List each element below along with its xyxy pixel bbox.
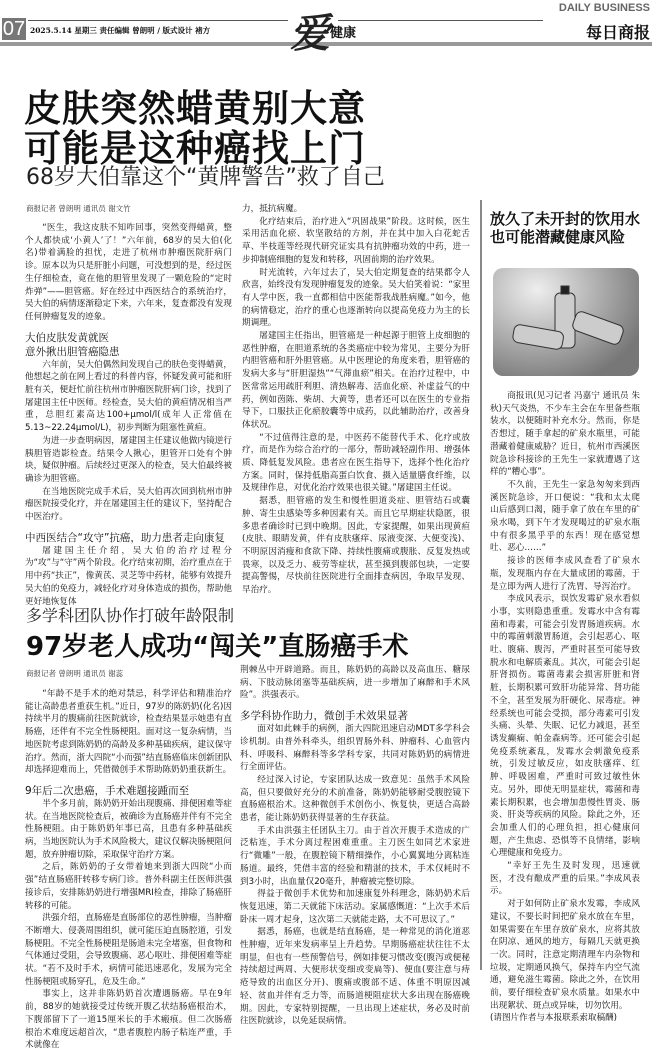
- paragraph: 化疗结束后，治疗进入“巩固战果”阶段。这时候，医生采用活血化瘀、软坚散结的方剂，并在其中加入白花蛇舌草、半枝莲等经现代研究证实具有抗肿瘤功效的中药，进一步抑制癌细胞的复发和转移，巩固前期的治疗效果。: [242, 216, 470, 265]
- paragraph: 洪强介绍，直肠癌是直肠部位的恶性肿瘤，当肿瘤不断增大、侵袭周围组织，就可能压迫直肠腔道，引发肠梗阻。不完全性肠梗阻是肠道未完全堵塞，但食物和气体通过受阻，会导致腹痛、恶心呕吐、排便困难等症状。“若不及时手术，病情可能迅速恶化，发展为完全性肠梗阻或肠穿孔，危及生命。”: [25, 913, 232, 987]
- issue-meta: 2025.5.14 星期三 责任编辑 曾朗明 / 版式设计 褚方: [30, 26, 211, 35]
- water-bottle-icon: [493, 268, 639, 376]
- paragraph: 接诊的医师李成风查看了矿泉水瓶，发现瓶内存在大量成团的霉菌，于是立即为两人进行了洗胃、导泻治疗。: [490, 556, 640, 592]
- paragraph: 商报讯(见习记者 冯嘉宁 通讯员 朱秋)天气炎热，不少车主会在车里备些瓶装水，以便随时补充水分。然而，你是否想过，随手拿起的矿泉水瓶里，可能潜藏着健康威胁？近日，杭州市西溪医院急诊科接诊的王先生一家就遭遇了这样的“糟心事”。: [490, 391, 640, 478]
- paper-name-en: DAILY BUSINESS: [558, 2, 650, 14]
- paragraph: 据悉，胆管癌的发生和慢性胆道炎症、胆管结石或囊肿、寄生虫感染等多种因素有关。而且它早期症状隐匿，很多患者确诊时已到中晚期。因此，专家提醒，如果出现黄疸(皮肤、眼睛发黄，伴有皮肤瘙痒、尿液变深、大便变浅)、不明原因消瘦和食欲下降、持续性腹痛或腹胀、反复发热或畏寒，以及乏力、疲劳等症状，甚至摸到腹部包块，一定要提高警惕，尽快前往医院进行全面排查病因，争取早发现、早治疗。: [242, 496, 470, 596]
- subheading: 大伯皮肤发黄就医: [25, 331, 109, 344]
- headline-line1: 皮肤突然蜡黄别大意: [24, 87, 366, 130]
- paragraph: 不久前，王先生一家急匆匆来到西溪医院急诊，开口便说：“我和太太爬山后感到口渴，随手拿了放在车里的矿泉水喝，到下午才发现喝过的矿泉水瓶中有很多黑乎乎的东西！现在感觉想吐、恶心……”: [490, 479, 640, 554]
- paragraph: 据悉，肠癌，也就是结直肠癌，是一种常见的消化道恶性肿瘤，近年来发病率呈上升趋势。早期肠癌症状往往不太明显，但也有一些预警信号，例如排便习惯改变(腹泻或便秘持续超过两周、大便形状变细或变扁等)、便血(要注意与痔疮导致的出血区分开)、腹痛或腹部不适、体重不明原因减轻、贫血并伴有乏力等，而肠道梗阻症状大多出现在肠癌晚期。因此，专家特别提醒，一旦出现上述症状，务必及时前往医院就诊，以免延误病情。: [240, 927, 470, 1027]
- paragraph: 半个多月前，陈奶奶开始出现腹痛、排便困难等症状。在当地医院检查后，被确诊为直肠癌并伴有不完全性肠梗阻。由于陈奶奶年事已高，且患有多种基础疾病，当地医院认为手术风险极大，建议仅解决肠梗阻问题，放弃肿瘤切除，采取保守治疗方案。: [25, 798, 232, 860]
- sidebar-headline: [490, 210, 640, 246]
- paragraph: 对于如何防止矿泉水发霉，李成风建议，不要长时间把矿泉水放在车里，如果需要在车里存放矿泉水，应将其放在阴凉、通风的地方，每隔几天就更换一次。同时，注意定期清理车内杂物和垃圾，定期通风换气，保持车内空气流通，避免滋生霉菌。除此之外，在饮用前，要仔细检查矿泉水质量。如果水中出现絮状、斑点或异味，切勿饮用。: [490, 899, 640, 1011]
- subheading: 中西医结合“攻守”抗癌，助力患者走向康复: [25, 531, 225, 544]
- page-number: 07: [2, 18, 26, 40]
- paragraph: 面对如此棘手的病例，浙大四院迅速启动MDT多学科会诊机制。由普外科牵头，组织胃肠外科、肿瘤科、心血管内科、呼吸科、麻醉科等多学科专家，共同对陈奶奶的病情进行全面评估。: [240, 724, 470, 773]
- article2-column1: [25, 688, 232, 1052]
- paragraph: “医生，我这皮肤不知咋回事，突然变得蜡黄，整个人都快成‘小黄人’了！”六年前，68岁的吴大伯(化名)带着满脸的担忧，走进了杭州市肿瘤医院肝病门诊。原本以为只是肝脏小问题，可没想到的是，经过医生仔细检查，竟在他的胆管里发现了一颗危险的“定时炸弹”——胆管癌。好在经过中西医结合的系统治疗，吴大伯的病情逐渐稳定下来，六年来，复查都没有发现任何肿瘤复发的迹象。: [25, 223, 232, 322]
- subheading: 9年后二次患癌，手术难题接踵而至: [25, 784, 190, 797]
- article2-column2: [240, 664, 470, 1028]
- column-divider: [480, 200, 482, 970]
- sidebar-headline-line1: 放久了未开封的饮用水: [490, 210, 641, 228]
- paragraph: 在当地医院完成手术后，吴大伯再次回到杭州市肿瘤医院接受化疗，并在屠建国主任的建议下，坚持配合中医治疗。: [25, 486, 232, 523]
- paragraph: 经过深入讨论，专家团队达成一致意见：虽然手术风险高，但只要做好充分的术前准备，陈奶奶能够耐受腹腔镜下直肠癌根治术。这种微创手术创伤小、恢复快，更适合高龄患者，能让陈奶奶获得显著的生存获益。: [240, 774, 470, 824]
- paragraph: 屠建国主任指出，胆管癌是一种起源于胆管上皮细胞的恶性肿瘤，在胆道系统的各类癌症中较为常见，主要分为肝内胆管癌和肝外胆管癌。从中医理论的角度来看，胆管癌的发病大多与“肝胆湿热”“气滞血瘀”相关。在治疗过程中，中医常常运用疏肝利胆、清热解毒、活血化瘀、补虚益气的中药，例如茵陈、柴胡、大黄等，患者还可以在医生的专业指导下，口服扶正化瘀胶囊等中成药，以此辅助治疗，改善身体状况。: [242, 331, 470, 430]
- header-rule: [338, 20, 543, 21]
- paragraph: (请图片作者与本报联系索取稿酬): [490, 1013, 618, 1024]
- paragraph: 为进一步查明病因，屠建国主任建议他做内镜逆行胰胆管造影检查。结果令人揪心，胆管开口处有个肿块，疑似肿瘤。后续经过更深入的检查，吴大伯最终被确诊为胆管癌。: [25, 435, 232, 484]
- article2-subtitle: 多学科团队协作打破年龄限制: [26, 606, 235, 625]
- paragraph: 之后，陈奶奶的子女带着她来到浙大四院“小而强”结直肠癌肝转移专病门诊。普外科副主任医师洪强接诊后，安排陈奶奶进行增强MRI检查，排除了肠癌肝转移的可能。: [25, 862, 232, 911]
- paragraph: “不过值得注意的是，中医药不能替代手术、化疗或放疗，而是作为综合治疗的一部分，帮助减轻副作用、增强体质、降低复发风险。患者应在医生指导下，选择个性化治疗方案。同时，保持低脂高蛋白饮食、摄入适量膳食纤维，以及规律作息，对优化治疗效果也很关键。”屠建国主任说。: [242, 432, 470, 494]
- article1-column2: [242, 203, 470, 597]
- paragraph: 六年前，吴大伯偶然间发现自己的肤色变得蜡黄，他想起之前在网上看过的科普内容，怀疑发黄可能和肝脏有关，便赶忙前往杭州市肿瘤医院肝病门诊，找到了屠建国主任中医师。经检查，吴大伯的黄疸情况相当严重，总胆红素高达100+μmol/l(成年人正常值在5.13~22.24μmol/L)，初步判断为阻塞性黄疸。: [25, 359, 232, 434]
- sidebar-body: [490, 390, 640, 1025]
- paragraph: 手术由洪强主任团队主刀。由于首次开腹手术造成的广泛粘连，手术分离过程困难重重。主刀医生如同艺术家进行“微雕”一般，在腹腔镜下精细操作，小心翼翼地分离粘连肠道。最终，凭借丰富的经验和精湛的技术，手术仅耗时不到3小时，出血量仅20毫升，肿瘤被完整切除。: [240, 825, 470, 887]
- byline: 商报记者 曾朗明 通讯员 谢蕊: [26, 669, 124, 678]
- section-name: 健康: [330, 26, 357, 41]
- paper-name-cn: 每日商报: [585, 23, 650, 42]
- paragraph: 李成风表示，误饮发霉矿泉水看似小事，实则隐患重重。发霉水中含有霉菌和毒素，可能会引发胃肠道疾病。水中的霉菌刺激胃肠道，会引起恶心、呕吐、腹痛、腹泻，严重时甚至可能导致脱水和电解质紊乱。其次，可能会引起肝肾损伤。霉菌毒素会损害肝脏和肾脏，长期积累可致肝功能异常、肾功能不全，甚至发展为肝硬化、尿毒症。神经系统也可能会受损，部分毒素可引发头痛、头晕、失眠、记忆力减退，甚至诱发癫痫、帕金森病等。还可能会引起免疫系统紊乱，发霉水会刺激免疫系统，引发过敏反应，如皮肤瘙痒、红肿、呼吸困难，严重时可致过敏性休克。另外，即使无明显症状，霉菌和毒素长期积累，也会增加患慢性胃炎、肠炎、肝炎等疾病的风险。除此之外，还会加重人们的心理负担，担心健康问题，产生焦虑、恐惧等不良情绪，影响心理健康和免疫力。: [490, 594, 640, 859]
- paragraph: 得益于微创手术优势和加速康复外科理念，陈奶奶术后恢复迅速，第二天就能下床活动。家属感慨道：“上次手术后卧床一周才起身，这次第二天就能走路，太不可思议了。”: [240, 889, 470, 925]
- byline: 商报记者 曾朗明 通讯员 谢文竹: [26, 204, 131, 213]
- headline-line2: 可能是这种癌找上门: [24, 127, 366, 170]
- paragraph: “年龄不是手术的绝对禁忌，科学评估和精准治疗能让高龄患者重获生机。”近日，97岁的陈奶奶(化名)因持续半月的腹痛前往医院就诊，检查结果显示她患有直肠癌，还伴有不完全性肠梗阻。面对这一复杂病情，当地医院考虑到陈奶奶的高龄及多种基础疾病，建议保守治疗。然而，浙大四院“小而强”结直肠癌临床创新团队却选择迎难而上，凭借微创手术帮助陈奶奶重获新生。: [25, 689, 232, 776]
- article2-headline: 97岁老人成功“闯关”直肠癌手术: [26, 632, 409, 662]
- paragraph: 时光流转，六年过去了，吴大伯定期复查的结果都令人欣喜，始终没有发现肿瘤复发的迹象。吴大伯笑着说：“家里有人学中医，我一直都相信中医能帮我战胜病魔。”如今，他的病情稳定，治疗的重心也逐渐转向以提高免疫力为主的长期调理。: [242, 267, 470, 329]
- section-logo: 爱: [290, 10, 330, 57]
- subheading: 意外揪出胆管癌隐患: [25, 345, 120, 358]
- article-subtitle: 68岁大伯靠这个“黄牌警告”救了自己: [26, 165, 385, 190]
- water-bottles-photo: [493, 268, 639, 376]
- subheading: 多学科协作助力，微创手术效果显著: [240, 710, 408, 723]
- paragraph: 事实上，这并非陈奶奶首次遭遇肠癌。早在9年前，88岁的她就接受过传统开腹乙状结肠癌根治术，下腹部留下了一道15厘米长的手术瘢痕。但二次肠癌根治术难度远超首次，“患者腹腔内肠子粘连严重，手术就像在: [25, 989, 232, 1051]
- paragraph: “幸好王先生及时发现，迅速就医，才没有酿成严重的后果。”李成风表示。: [490, 861, 640, 897]
- sidebar-headline-line2: 也可能潜藏健康风险: [490, 228, 626, 246]
- paragraph: 屠建国主任介绍，吴大伯的治疗过程分为“攻”与“守”两个阶段。化疗结束初期，治疗重点在于用中药“扶正”，像黄芪、灵芝等中药材，能够有效提升吴大伯的免疫力，减轻化疗对身体造成的损伤，帮助他更好地恢复体: [25, 545, 232, 607]
- header-rule: [28, 20, 288, 21]
- paragraph: 荆棘丛中开辟道路。而且，陈奶奶的高龄以及高血压、糖尿病、下肢动脉闭塞等基础疾病，进一步增加了麻醉和手术风险”。洪强表示。: [240, 665, 470, 701]
- article1-column1: [25, 222, 232, 608]
- paragraph: 力，抵抗病魔。: [242, 204, 303, 214]
